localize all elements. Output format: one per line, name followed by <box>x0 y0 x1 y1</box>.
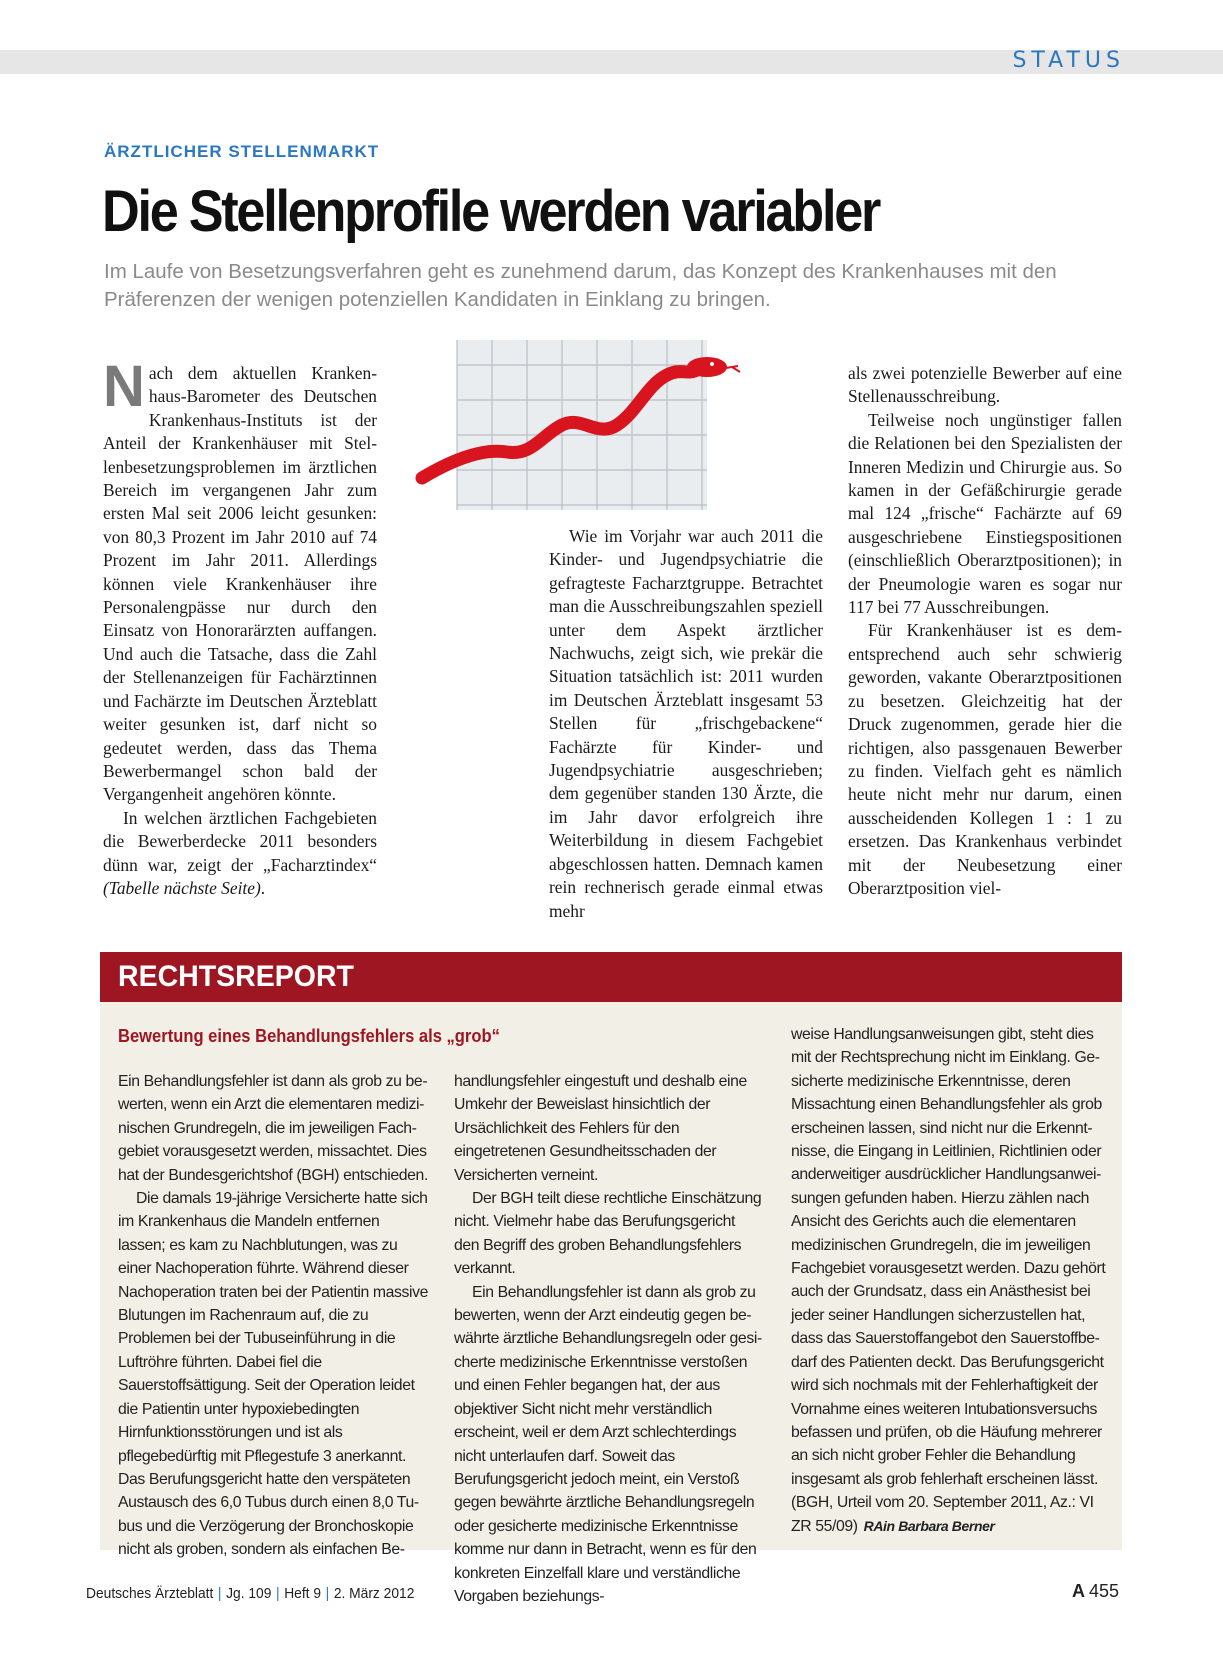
page-number-value: 455 <box>1088 1581 1119 1601</box>
article-column-1 <box>103 354 377 900</box>
separator: | <box>325 1585 330 1602</box>
paragraph-text: weise Handlungsanweisungen gibt, steht dies mit der Rechtsprechung nicht im Einklang. Gesicherte medizinische Erkenntnisse, deren Missachtung einen Behandlungsfehler als grob erscheinen lassen, sind nicht nur die Erkenntnisse, die Eingang in Leitlinien, Richtlinien oder anderweitiger ausdrücklicher Handlungsanweisungen gefunden haben. Hierzu zählen nach Ansicht des Gerichts auch die elementaren medizinischen Grundregeln, die im jeweiligen Fachgebiet vorausgesetzt werden. Dazu gehört auch der Grundsatz, dass ein Anästhesist bei jeder seiner Handlungen sicherzustellen hat, dass das Sauerstoffangebot den Sauerstoffbedarf des Patienten deckt. Das Berufungsgericht wird sich nochmals mit der Fehlerhaftigkeit der Vornahme eines weiteren Intubationsversuchs befassen und prüfen, ob die Häufung mehrerer an sich nicht grober Fehler die Behandlung insgesamt als grob fehlerhaft erscheinen lässt. (BGH, Urteil vom 20. September 2011, Az.: VI ZR 55/09) <box>791 1026 1106 1535</box>
article-lead: Im Laufe von Besetzungsverfahren geht es zunehmend darum, das Konzept des Krankenhauses mit den Präferenzen der wenigen potenziellen Kandidaten in Einklang zu bringen. <box>104 260 1057 311</box>
paragraph <box>103 354 377 807</box>
issue: Heft 9 <box>284 1585 322 1602</box>
rechtsreport-column-1 <box>118 1070 428 1562</box>
paragraph <box>791 1023 1106 1538</box>
paragraph: Wie im Vorjahr war auch 2011 die Kinder- und Jugendpsychiatrie die gefragteste Facharztgruppe. Betrachtet man die Ausschreibungszahlen speziell unter dem Aspekt ärztlicher Nachwuchs, zeigt sich, wie prekär die Situation tatsächlich ist: 2011 wurden im Deutschen Ärzteblatt insgesamt 53 Stellen für „frischgebackene“ Fachärzte für Kinder- und Jugendpsychiatrie ausgeschrieben; dem gegenüber standen 130 Ärzte, die im Jahr davor erfolgreich ihre Weiterbildung in diesem Fachgebiet abgeschlossen hatten. Demnach kamen rein rechnerisch gerade einmal etwas mehr <box>549 526 823 921</box>
page-prefix: A <box>1071 1581 1085 1601</box>
drop-cap: N <box>103 354 145 419</box>
section-label: STATUS <box>1012 48 1125 73</box>
author-signature: RAin Barbara Berner <box>863 1517 995 1534</box>
paragraph: handlungsfehler eingestuft und deshalb eine Umkehr der Beweislast hinsichtlich der Ursächlichkeit des Fehlers für den eingetretenen Gesundheitsschaden der Versicherten verneint. <box>454 1073 747 1184</box>
paragraph-end: . <box>260 877 266 898</box>
volume: Jg. 109 <box>226 1585 272 1602</box>
rechtsreport-subtitle: Bewertung eines Behandlungsfehlers als „grob“ <box>118 1026 500 1046</box>
article-column-3 <box>848 362 1122 900</box>
paragraph <box>103 807 377 901</box>
paragraph: als zwei potenzielle Bewerber auf eine Stellenausschreibung. <box>848 363 1122 407</box>
paragraph-text: ach dem aktuellen Krankenhaus-Barometer des Deutschen Krankenhaus-Instituts ist der Anteil der Krankenhäuser mit Stellenbesetzungsproblemen im ärztlichen Bereich im vergangenen Jahr zum ersten Mal seit 2006 leicht gesunken: von 80,3 Prozent im Jahr 2010 auf 74 Prozent im Jahr 2011. Allerdings können viele Krankenhäuser ihre Personalengpässe nur durch den Einsatz von Honorarärzten auffangen. Und auch die Tatsache, dass die Zahl der Stellenanzeigen für Fachärztinnen und Fachärzte im Deutschen Ärzteblatt weiter gesunken ist, darf nicht so gedeutet werden, dass das Thema Bewerbermangel schon bald der Vergangenheit angehören könnte. <box>103 363 377 805</box>
separator: | <box>217 1585 222 1602</box>
page-number <box>1072 1581 1119 1602</box>
rechtsreport-column-3 <box>791 1023 1106 1538</box>
article-title: Die Stellenprofile werden variabler <box>102 179 880 244</box>
paragraph: Der BGH teilt diese rechtliche Einschätzung nicht. Vielmehr habe das Berufungsgericht den Begriff des groben Behandlungsfehlers verkannt. <box>454 1190 762 1278</box>
paragraph-text: In welchen ärztlichen Fachgebieten die Bewerberdecke 2011 besonders dünn war, zeigt der „Facharztindex“ <box>103 807 377 875</box>
paragraph: Ein Behandlungsfehler ist dann als grob zu bewerten, wenn der Arzt eindeutig gegen bewährte ärztliche Behandlungsregeln oder gesicherte medizinische Erkenntnisse verstoßen und einen Fehler begangen hat, der aus objektiver Sicht nicht mehr verständlich erscheint, weil er dem Arzt schlechterdings nicht unterlaufen darf. Soweit das Berufungsgericht jedoch meint, ein Verstoß gegen bewährte ärztliche Behandlungsregeln oder gesicherte medizinische Erkenntnisse komme nur dann in Betracht, wenn es für den konkreten Einzelfall klare und verständliche Vorgaben beziehungs- <box>454 1283 763 1605</box>
table-reference: (Tabelle nächste Seite) <box>103 877 261 898</box>
issue-date: 2. März 2012 <box>333 1585 415 1602</box>
article-column-2 <box>549 525 823 923</box>
paragraph: Ein Behandlungsfehler ist dann als grob zu bewerten, wenn ein Arzt die elementaren medizinischen Grundregeln, die im jeweiligen Fachgebiet vorausgesetzt werden, missachtet. Dies hat der Bundesgerichtshof (BGH) entschieden. <box>118 1073 428 1184</box>
snake-chart-illustration <box>412 340 768 520</box>
journal-name: Deutsches Ärzteblatt <box>86 1585 214 1602</box>
rechtsreport-title: RECHTSREPORT <box>118 960 354 993</box>
separator: | <box>276 1585 280 1602</box>
paragraph: Für Krankenhäuser ist es dementsprechend auch sehr schwierig geworden, vakante Oberarztpositionen zu besetzen. Gleichzeitig hat der Druck zugenommen, gerade hier die richtigen, also passgenauen Bewerber zu finden. Vielfach geht es nämlich heute nicht mehr nur darum, einen ausscheidenden Kollegen 1 : 1 zu ersetzen. Das Krankenhaus verbindet mit der Neubesetzung einer Oberarztposition viel- <box>848 620 1122 898</box>
page-footer <box>86 1585 414 1602</box>
article-kicker: ÄRZTLICHER STELLENMARKT <box>104 142 380 161</box>
paragraph: Die damals 19-jährige Versicherte hatte sich im Krankenhaus die Mandeln entfernen lassen; es kam zu Nachblutungen, was zu einer Nachoperation führte. Während dieser Nachoperation traten bei der Patientin massive Blutungen im Rachenraum auf, die zu Problemen bei der Tubuseinführung in die Luftröhre führten. Dabei fiel die Sauerstoffsättigung. Seit der Operation leidet die Patientin unter hypoxiebedingten Hirnfunktionsstörungen und ist als pflegebedürftig mit Pflegestufe 3 anerkannt. Das Berufungsgericht hatte den verspäteten Austausch des 6,0 Tubus durch einen 8,0 Tubus und die Verzögerung der Bronchoskopie nicht als groben, sondern als einfachen Be- <box>118 1190 429 1559</box>
paragraph: Teilweise noch ungünstiger fallen die Relationen bei den Spezialisten der Inneren Medizin und Chirurgie aus. So kamen in der Gefäßchirurgie gerade mal 124 „frische“ Fachärzte auf 69 ausgeschriebene Einstiegspositionen (einschließlich Oberarztpositionen); in der Pneumologie waren es sogar nur 117 bei 77 Ausschreibungen. <box>848 409 1122 618</box>
rechtsreport-column-2 <box>454 1070 764 1608</box>
